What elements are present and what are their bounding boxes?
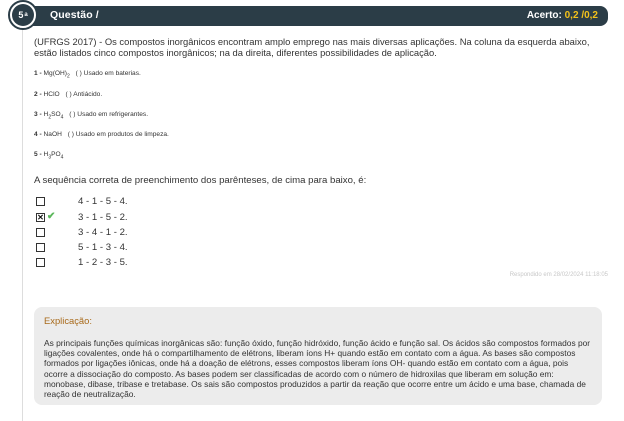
compound-number: 3 - bbox=[34, 111, 42, 118]
score-separator: / bbox=[581, 10, 585, 21]
answer-text[interactable]: 3 - 1 - 5 - 2. bbox=[78, 212, 128, 223]
compound-use: ( ) Usado em refrigerantes. bbox=[69, 111, 149, 118]
compound-number: 1 - bbox=[34, 70, 42, 77]
x-mark-icon: ✕ bbox=[37, 213, 44, 222]
question-intro: (UFRGS 2017) - Os compostos inorgânicos encontram amplo emprego nas mais diversas aplicações. Na coluna da esquerda abaixo, estão listados cinco compostos inorgânicos; na da direita, diferentes possibilidades de aplicação. bbox=[34, 36, 590, 58]
score-total: 0,2 bbox=[584, 10, 598, 21]
answer-checkbox[interactable] bbox=[36, 243, 45, 252]
compound-item bbox=[34, 91, 102, 98]
compound-use: ( ) Usado em baterias. bbox=[75, 70, 141, 77]
question-label: Questão / bbox=[50, 9, 99, 21]
score-label: Acerto: bbox=[526, 10, 562, 21]
question-number-value: 5 bbox=[18, 10, 24, 20]
answer-text[interactable]: 5 - 1 - 3 - 4. bbox=[78, 242, 128, 253]
question-number bbox=[12, 4, 34, 26]
compound-item bbox=[34, 111, 148, 120]
compound-formula: NaOH bbox=[43, 131, 62, 138]
compound-use: ( ) Usado em produtos de limpeza. bbox=[67, 131, 169, 138]
answer-checkbox[interactable] bbox=[36, 258, 45, 267]
answer-option-4[interactable] bbox=[34, 242, 194, 254]
side-divider bbox=[22, 28, 23, 421]
answer-checkbox[interactable] bbox=[36, 228, 45, 237]
compound-use: ( ) Antiácido. bbox=[65, 91, 103, 98]
answer-checkbox[interactable] bbox=[36, 197, 45, 206]
compound-number: 2 - bbox=[34, 91, 42, 98]
explanation-title: Explicação: bbox=[44, 315, 92, 326]
compound-item bbox=[34, 70, 141, 79]
score-display bbox=[527, 10, 598, 21]
question-number-suffix: a bbox=[24, 12, 28, 18]
answer-option-3[interactable] bbox=[34, 227, 194, 239]
question-frame bbox=[8, 0, 610, 421]
compound-item bbox=[34, 131, 169, 138]
compound-formula: $H_3PO_4$ bbox=[43, 151, 64, 161]
answer-option-5[interactable] bbox=[34, 257, 194, 269]
compound-formula: $Mg(OH)_2$ bbox=[43, 70, 70, 80]
question-content bbox=[34, 36, 608, 400]
compound-number: 5 - bbox=[34, 151, 42, 158]
compound-number: 4 - bbox=[34, 131, 42, 138]
question-prompt: A sequência correta de preenchimento dos parênteses, de cima para baixo, é: bbox=[34, 175, 367, 186]
answer-text[interactable]: 3 - 4 - 1 - 2. bbox=[78, 227, 128, 238]
answer-text[interactable]: 4 - 1 - 5 - 4. bbox=[78, 196, 128, 207]
answer-text[interactable]: 1 - 2 - 3 - 5. bbox=[78, 257, 128, 268]
explanation-panel bbox=[34, 307, 602, 405]
score-value: 0,2 bbox=[564, 10, 579, 21]
answered-timestamp: Respondido em 28/02/2024 11:18:05 bbox=[509, 272, 608, 278]
answer-option-1[interactable] bbox=[34, 196, 194, 208]
answer-checkbox-marked[interactable] bbox=[36, 213, 45, 222]
question-header bbox=[24, 6, 608, 26]
compound-formula: HClO bbox=[43, 91, 60, 98]
compound-formula: $H_2SO_4$ bbox=[43, 111, 64, 121]
compound-item bbox=[34, 151, 67, 160]
answer-option-2[interactable] bbox=[34, 212, 194, 224]
checkmark-icon: ✔ bbox=[47, 211, 56, 222]
explanation-text: As principais funções químicas inorgânicas são: função óxido, função hidróxido, função ácido e função sal. Os ácidos são compostos formados por ligações covalentes, onde há o compartilhamento de elétrons, liberam íons H+ quando estão em contato com a água. As bases são compostos formados por ligações iônicas, onde há a doação de elétrons, esses compostos liberam íons OH- quando estão em contato com a água, pois ocorre a dissociação do composto. As bases podem ser classificadas de acordo com o número de hidroxilas que liberam em solução em: monobase, dibase, tribase e tretabase. Os sais são compostos produzidos a partir da reação que ocorre entre um ácido e uma base, chamada de reação de neutralização. bbox=[44, 338, 591, 400]
question-number-badge bbox=[8, 0, 38, 30]
